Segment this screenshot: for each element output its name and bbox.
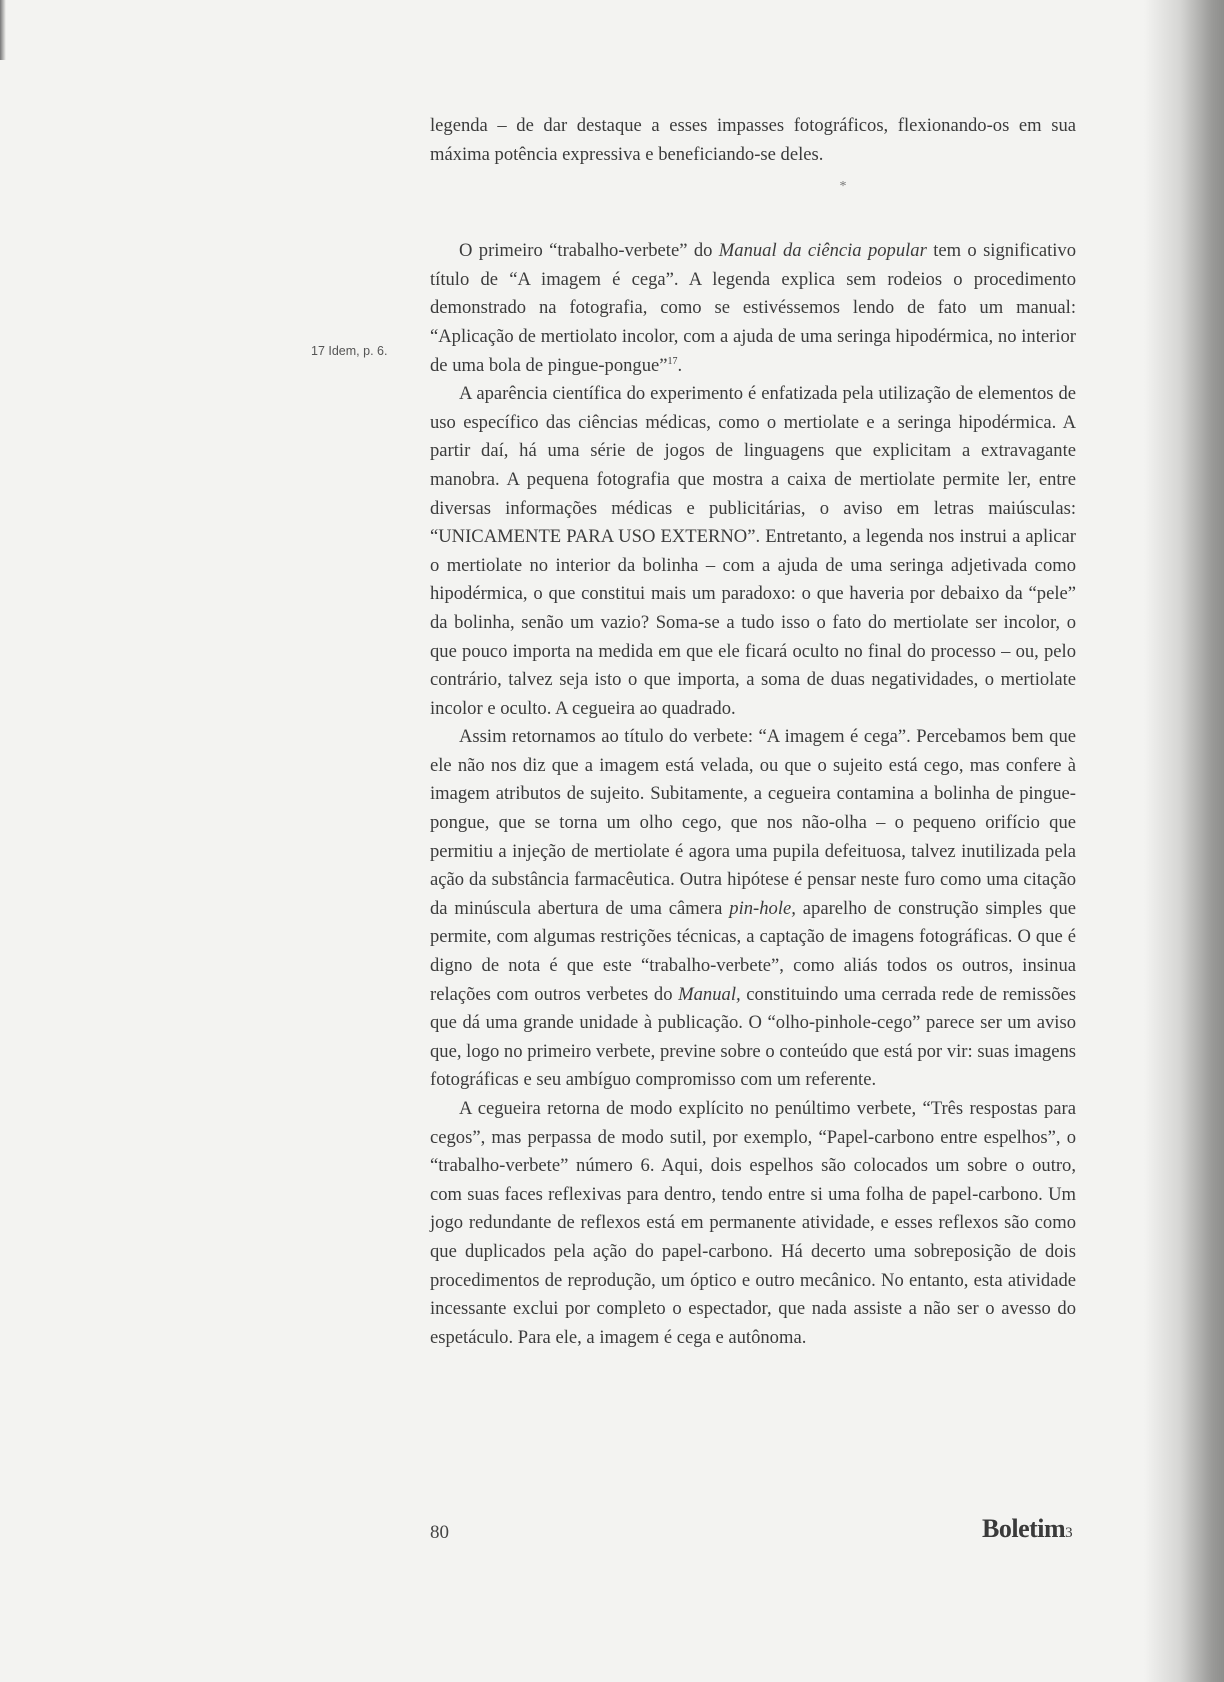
paragraph-3-italic-pinhole: pin-hole, <box>729 897 796 919</box>
footnote-17: 17 Idem, p. 6. <box>311 344 388 358</box>
logo-number: 3 <box>1065 1525 1073 1541</box>
paragraph-3-text-c: aparelho de construção simples que permite, com algumas restrições técnicas, a captação de imagens fotográficas. O que é digno de nota é que este “trabalho-verbete”, como aliás todos os outros, insinua relações com outros verbetes do <box>430 897 1076 1005</box>
paragraph-3-text-a: Assim retornamos ao título do verbete: “A imagem é cega”. Percebamos bem que ele não nos diz que a imagem está velada, ou que o sujeito está cego, mas confere à imagem atributos de sujeito. Subitamente, a cegueira contamina a bolinha de pingue-pongue, que se torna um olho cego, que nos não-olha – o pequeno orifício que permitiu a injeção de mertiolate é agora uma pupila defeituosa, talvez inutilizada pela ação da substância farmacêutica. Outra hipótese é pensar neste furo como uma citação da minúscula abertura de uma câmera <box>430 726 1076 919</box>
paragraph-continuation: legenda – de dar destaque a esses impasses fotográficos, flexionando-os em sua máxima potência expressiva e beneficiando-se deles. <box>430 115 1076 165</box>
paragraph-1-text-a: O primeiro “trabalho-verbete” do <box>459 240 719 262</box>
paragraph-1 <box>430 237 1076 380</box>
paragraph-3-text-e: constituindo uma cerrada rede de remissões que dá uma grande unidade à publicação. O “olho-pinhole-cego” parece ser um aviso que, logo no primeiro verbete, previne sobre o conteúdo que está por vir: suas imagens fotográficas e seu ambíguo compromisso com um referente. <box>430 983 1076 1091</box>
paragraph-4: A cegueira retorna de modo explícito no penúltimo verbete, “Três respostas para cegos”, mas perpassa de modo sutil, por exemplo, “Papel-carbono entre espelhos”, o “trabalho-verbete” número 6. Aqui, dois espelhos são colocados um sobre o outro, com suas faces reflexivas para dentro, tendo entre si uma folha de papel-carbono. Um jogo redundante de reflexos está em permanente atividade, e esses reflexos são como que duplicados pela ação do papel-carbono. Há decerto uma sobreposição de dois procedimentos de reprodução, um óptico e outro mecânico. No entanto, esta atividade incessante exclui por completo o espectador, que nada assiste a não ser o avesso do espetáculo. Para ele, a imagem é cega e autônoma. <box>430 1098 1076 1348</box>
paragraph-3-italic-manual: Manual, <box>678 983 741 1005</box>
paragraph-1-text-d: . <box>677 354 683 376</box>
page-number: 80 <box>430 1522 449 1543</box>
paragraph-2: A aparência científica do experimento é enfatizada pela utilização de elementos de uso específico das ciências médicas, como o mertiolate e a seringa hipodérmica. A partir daí, há uma série de jogos de linguagens que explicitam a extravagante manobra. A pequena fotografia que mostra a caixa de mertiolate permite ler, entre diversas informações médicas e publicitárias, o aviso em letras maiúsculas: “UNICAMENTE PARA USO EXTERNO”. Entretanto, a legenda nos instrui a aplicar o mertiolate no interior da bolinha – com a ajuda de uma seringa adjetivada como hipodérmica, o que constitui mais um paradoxo: o que haveria por debaixo da “pele” da bolinha, senão um vazio? Soma-se a tudo isso o fato do mertiolate ser incolor, o que pouco importa na medida em que ele ficará oculto no final do processo – ou, pelo contrário, talvez seja isto o que importa, a soma de duas negatividades, o mertiolate incolor e oculto. A cegueira ao quadrado. <box>430 383 1076 719</box>
body-text <box>430 112 1076 1352</box>
publication-logo <box>982 1514 1072 1544</box>
paragraph-1-title-italic: Manual da ciência popular <box>718 240 927 262</box>
logo-word: Boletim <box>982 1514 1066 1543</box>
scan-corner-mark <box>0 0 6 60</box>
paragraph-3 <box>430 723 1076 1095</box>
paragraph-1-text-c: tem o significativo título de “A imagem é cega”. A legenda explica sem rodeios o procedimento demonstrado na fotografia, como se estivéssemos lendo de fato um manual: “Aplicação de mertiolato incolor, com a ajuda de uma seringa hipodérmica, no interior de uma bola de pingue-pongue” <box>430 240 1077 376</box>
book-gutter-shadow <box>1144 0 1224 1682</box>
section-separator: * <box>839 179 847 195</box>
footnote-ref-17: 17 <box>667 355 678 367</box>
